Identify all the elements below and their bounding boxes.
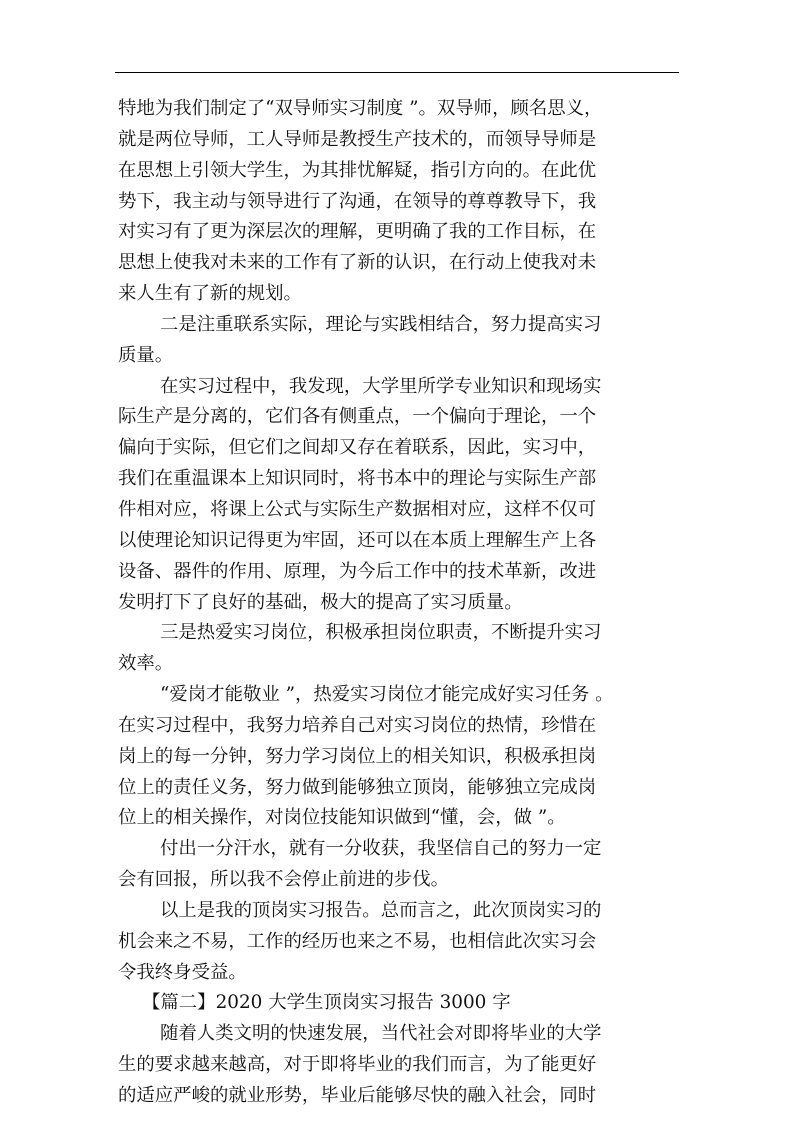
text-line: 位上的责任义务，努力做到能够独立顶岗，能够独立完成岗	[118, 776, 597, 798]
text-line: 令我终身受益。	[118, 961, 247, 983]
paragraph-start: “爱岗才能敬业 ”，热爱实习岗位才能完成好实习任务 。	[160, 684, 614, 706]
text-line: 位上的相关操作，对岗位技能知识做到“懂，会，做 ”。	[118, 807, 566, 829]
text-line: 在思想上引领大学生，为其排忧解疑，指引方向的。在此优	[118, 159, 597, 181]
paragraph-start: 随着人类文明的快速发展，当代社会对即将毕业的大学	[160, 1023, 602, 1045]
text-line: 效率。	[118, 653, 174, 675]
text-line: 思想上使我对未来的工作有了新的认识，在行动上使我对未	[118, 252, 597, 274]
text-line: 特地为我们制定了“双导师实习制度 ”。双导师，顾名思义，	[118, 98, 603, 119]
text-line: 设备、器件的作用、原理，为今后工作中的技术革新，改进	[118, 560, 597, 582]
document-body	[118, 94, 678, 1112]
paragraph-start: 以上是我的顶岗实习报告。总而言之，此次顶岗实习的	[160, 899, 602, 921]
paragraph-start: 付出一分汗水，就有一分收获，我坚信自己的努力一定	[160, 838, 602, 860]
text-line: 就是两位导师，工人导师是教授生产技术的，而领导导师是	[118, 128, 597, 150]
paragraph-heading: 三是热爱实习岗位，积极承担岗位职责，不断提升实习	[160, 622, 602, 644]
text-line: 岗上的每一分钟，努力学习岗位上的相关知识，积极承担岗	[118, 745, 597, 767]
paragraph-start: 在实习过程中，我发现，大学里所学专业知识和现场实	[160, 375, 602, 397]
text-line: 际生产是分离的，它们各有侧重点，一个偏向于理论，一个	[118, 406, 597, 428]
section-heading: 【篇二】2020 大学生顶岗实习报告 3000 字	[142, 992, 511, 1014]
text-line: 质量。	[118, 344, 174, 366]
header-rule	[115, 72, 679, 73]
text-line: 我们在重温课本上知识同时，将书本中的理论与实际生产部	[118, 468, 597, 490]
text-line: 件相对应，将课上公式与实际生产数据相对应，这样不仅可	[118, 498, 597, 520]
paragraph-heading: 二是注重联系实际，理论与实践相结合，努力提高实习	[160, 313, 602, 335]
text-line: 在实习过程中，我努力培养自己对实习岗位的热情，珍惜在	[118, 714, 597, 736]
text-line: 偏向于实际，但它们之间却又存在着联系，因此，实习中，	[118, 437, 597, 459]
text-line: 势下，我主动与领导进行了沟通，在领导的尊尊教导下，我	[118, 190, 597, 212]
text-line: 机会来之不易，工作的经历也来之不易，也相信此次实习会	[118, 930, 597, 952]
text-line: 以使理论知识记得更为牢固，还可以在本质上理解生产上各	[118, 529, 597, 551]
text-line: 会有回报，所以我不会停止前进的步伐。	[118, 869, 450, 891]
text-line: 对实习有了更为深层次的理解，更明确了我的工作目标，在	[118, 221, 597, 243]
text-line: 发明打下了良好的基础，极大的提高了实习质量。	[118, 591, 523, 613]
text-line: 生的要求越来越高，对于即将毕业的我们而言，为了能更好	[118, 1054, 597, 1076]
text-line: 的适应严峻的就业形势，毕业后能够尽快的融入社会，同时	[118, 1085, 597, 1106]
text-line: 来人生有了新的规划。	[118, 283, 302, 305]
